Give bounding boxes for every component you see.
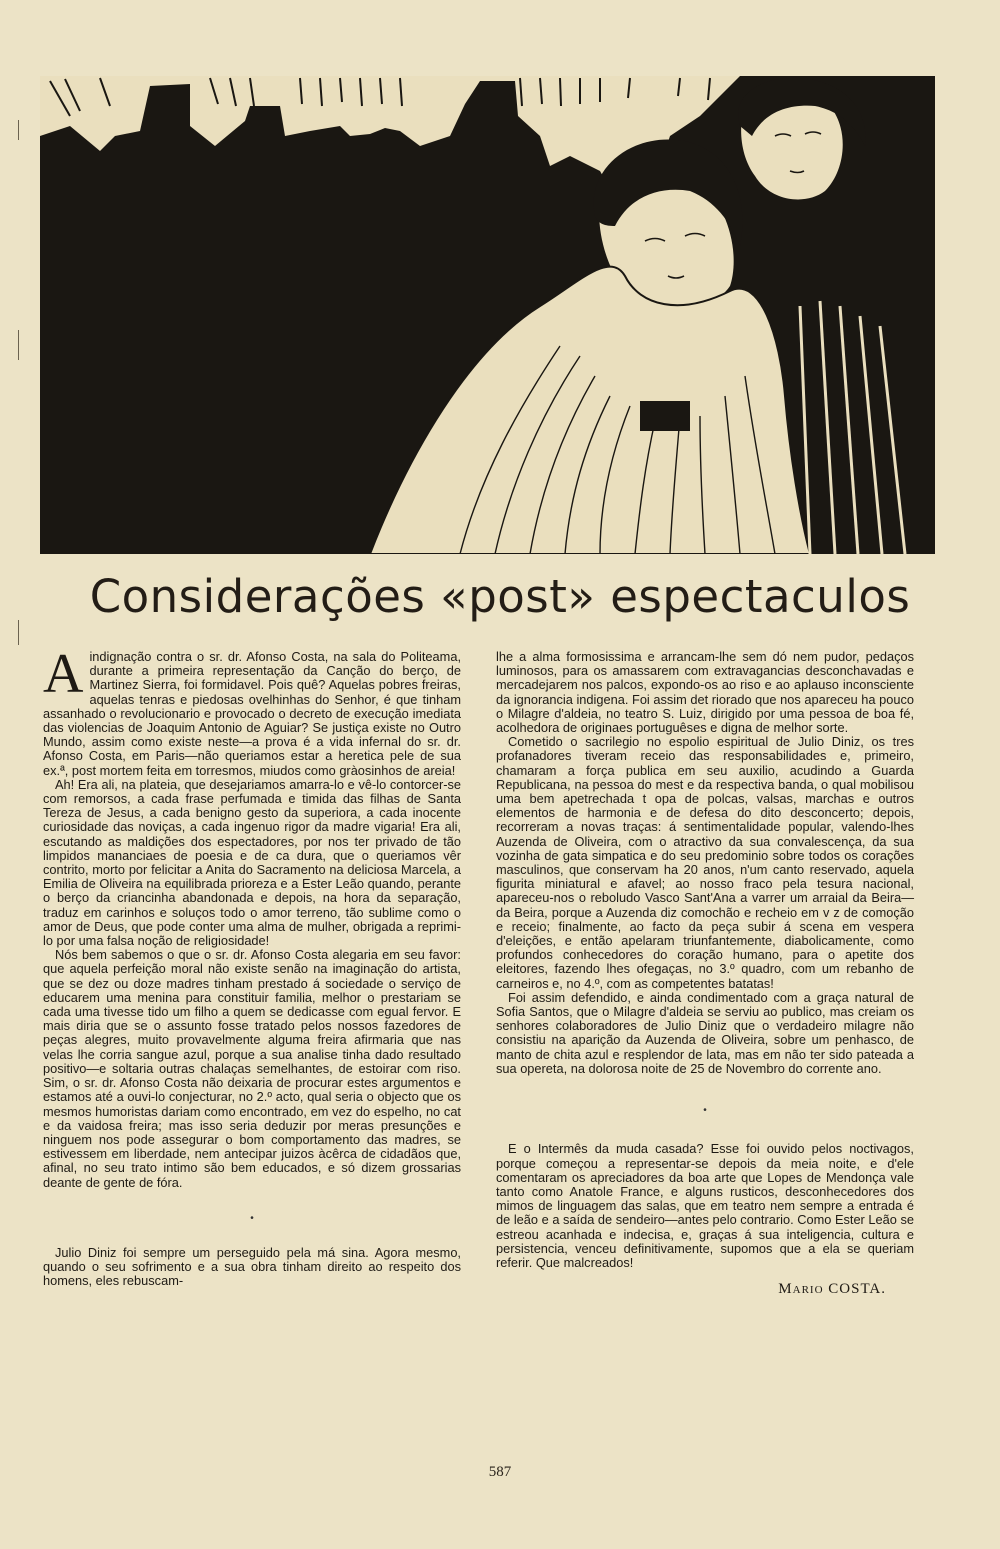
section-separator: • (703, 1105, 707, 1117)
article-title: Considerações «post» espectaculos (89, 570, 911, 623)
author-signature: Mario COSTA. (778, 1281, 886, 1298)
section-separator: • (250, 1212, 254, 1224)
margin-rule (18, 330, 19, 360)
paragraph-text: indignação contra o sr. dr. Afonso Costa, na sala do Politeama, durante a primeira representação da Canção do berço, de Martinez Sierra, foi formidavel. Pois quê? Aquelas pobres freiras, aquelas tenras e piedosas ovelhinhas do Senhor, é que tinham assanhado o revolucionario e provocado o decreto de execução imediata das violencias de Joaquim Antonio de Aguiar? Se justiça existe no Outro Mundo, assim como existe neste—a prova é a vida infernal do sr. dr. Afonso Costa, em Paris—não queriamos estar a heretica pele de sua ex.ª, post mortem feita em torresmos, miudos como gràosinhos de areia! (43, 649, 461, 778)
page-number: 587 (488, 1464, 512, 1480)
left-column (43, 643, 461, 1289)
paragraph: Ah! Era ali, na plateia, que desejariamos amarra-lo e vê-lo contorcer-se com remorsos, a cada frase perfumada e timida das filhas de Santa Tereza de Jesus, a cada benigno gesto da superiora, a cada inocente curiosidade das noviças, a cada ingenuo rigor da madre vigaria! Era ali, escutando as maldições dos espectadores, por nos ter privado de tão limpidos mananciaes de poesia e de ca dura, que o queriamos vêr contrito, morto por felicitar a Anita do Sacramento na deliciosa Marcela, a Emilia de Oliveira na equilibrada prioreza e a Ester Leão quando, perante o berço da criancinha abandonada e depois, na hora da separação, traduz em carinhos e soluços todo o amor terreno, tão sublime como o amor de Deus, que pode conter uma alma de mulher, obrigada a reprimi-lo por uma falsa noção de religiosidade! (43, 776, 461, 949)
paragraph: Nós bem sabemos o que o sr. dr. Afonso Costa alegaria em seu favor: que aquela perfeição moral não existe senão na imaginação do artista, que se dez ou doze madres tinham prestado á sociedade o serviço de educarem uma menina para constituir familia, melhor o prestariam se cada uma tivesse tido um filho a quem se dedicasse com egual fervor. E mais diria que se o assunto fosse tratado pelos nossos fazedores de peças alegres, muito provavelmente alguma freira afirmaria que nas velas lhe corria sangue azul, porque a sua analise tinha dado resultado positivo—e soltaria outras chalaças semelhantes, de estoirar com riso. Sim, o sr. dr. Afonso Costa não deixaria de procurar estes argumentos e estamos até a ouvi-lo conjecturar, no 2.º acto, qual seria o objecto que os mesmos humoristas dariam como encontrado, em vez do espelho, no cat e da vaidosa freira; mas isso seria deduzir por meras presunções e ninguem nos pode assegurar o bom comportamento das madres, se estivessem em liberdade, nem antecipar juizos àcêrca de cidadãos que, afinal, no seu trato intimo são bem educados, e só dizem grossarias deante de gente de fóra. (43, 947, 461, 1190)
illustration-drawing (40, 76, 935, 554)
paragraph: Cometido o sacrilegio no espolio espiritual de Julio Diniz, os tres profanadores tiveram receio das responsabilidades e, primeiro, chamaram a força publica em seu auxilio, acudindo a Guarda Republicana, na pessoa do mest e da respectiva banda, o qual mobilisou uma bem apetrechada t opa de polcas, valsas, marchas e outros elementos de harmonia e de defesa do dito desconcerto; depois, recorreram a novas traças: á sentimentalidade popular, valendo-lhes Auzenda de Oliveira, com o atractivo da sua convalescença, da sua vozinha de gata simpatica e do seu predominio sobre todos os corações masculinos, que conservam ha 20 anos, n'um canto reservado, aquela figurita miniatural e afavel; ao nosso fraco pela tesura nacional, apareceu-nos o reboludo Vasco Sant'Ana a varrer um arraial da Beira—da Beira, porque a Auzenda diz comochão e recheio em v z de comoção e receio; finalmente, ao facto da peça subir á scena em vespera d'eleições, e então apelaram triunfantemente, diabolicamente, como profundos conhecedores do coração humano, para o apetite dos eleitores, fazendo lhes ofegaças, no 3.º quadro, com um rebanho de carneiros e, no 4.º, com as competentes batatas! (496, 734, 914, 991)
paragraph: Foi assim defendido, e ainda condimentado com a graça natural de Sofia Santos, que o Milagre d'aldeia se serviu ao publico, mas creiam os senhores colaboradores de Julio Diniz que o verdadeiro milagre não consistiu na aparição da Auzenda de Oliveira, sobre um penhasco, de manto de chita azul e resplendor de lata, mas em não ter sido pateada a sua opereta, na dolorosa noite de 25 de Novembro do corrente ano. (496, 989, 914, 1076)
paragraph: E o Intermês da muda casada? Esse foi ouvido pelos noctivagos, porque começou a representar-se depois da meia noite, e d'ele comentaram os apreciadores da boa arte que Lopes de Mendonça vale tanto como Anatole France, e alguns rusticos, desconhecedores dos mimos de linguagem das salas, que em teatro nem sempre a entrada é de leão e a saída de sendeiro—antes pelo contrario. Como Ester Leão se estreou acanhada e indecisa, e, graças á sua inteligencia, cultura e persistencia, venceu definitivamente, supomos que a ela se queriam referir. Que malcreados! (496, 1141, 914, 1270)
theatre-audience-illustration (40, 76, 935, 554)
margin-rule (18, 120, 19, 140)
right-column (496, 650, 914, 1296)
paragraph: lhe a alma formosissima e arrancam-lhe sem dó nem pudor, pedaços luminosos, para os amassarem com extravagancias desconchavadas e mercadejarem nos palcos, expondo-os ao riso e ao aplauso inconsciente da ignorancia indigena. Foi assim det riorado que nos apareceu ha pouco o Milagre d'aldeia, no teatro S. Luiz, dirigido por uma pessoa de boa fé, acolhedora de originaes portuguêses e digna de melhor sorte. (496, 649, 914, 736)
paragraph: Julio Diniz foi sempre um perseguido pela má sina. Agora mesmo, quando o seu sofrimento e a sua obra tinham direito ao respeito dos homens, eles rebuscam- (43, 1244, 461, 1289)
drop-cap: A (43, 643, 84, 705)
margin-rule (18, 620, 19, 645)
opening-paragraph (43, 643, 461, 778)
